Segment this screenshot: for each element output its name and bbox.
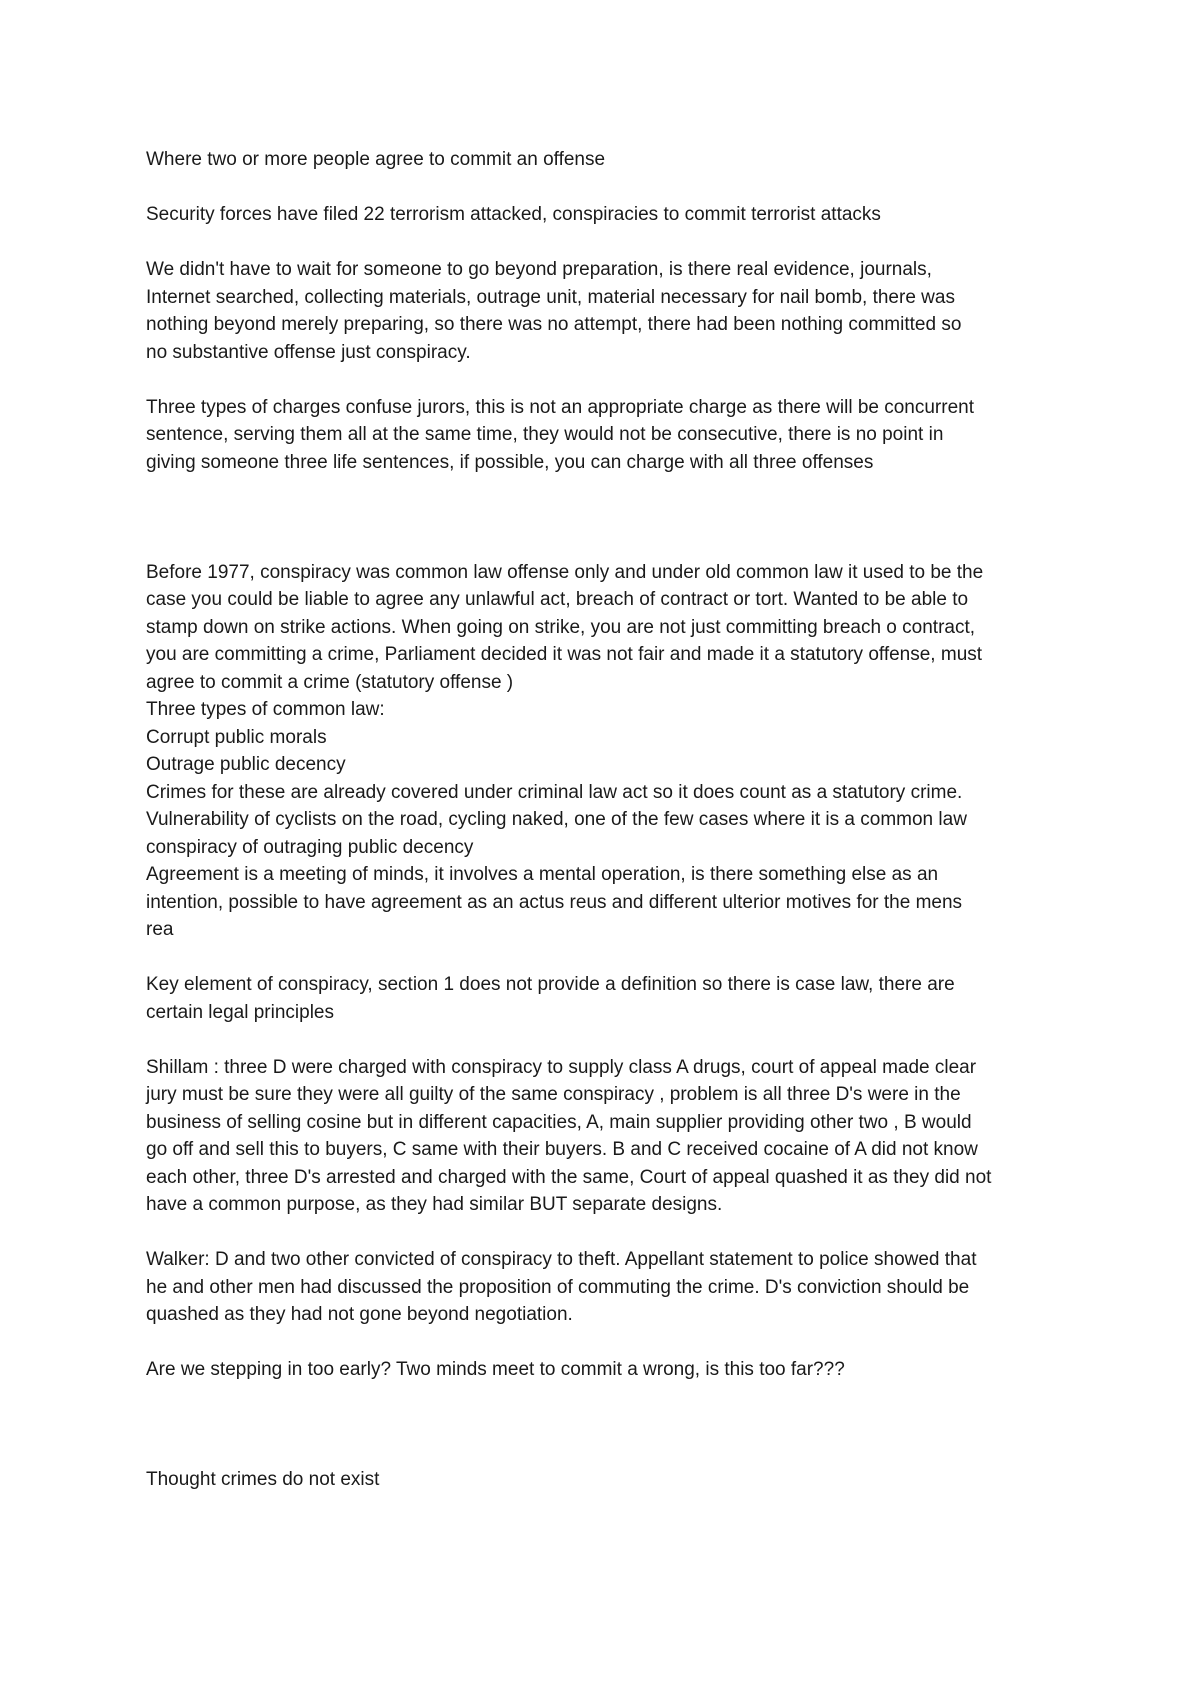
paragraph-key-element <box>146 971 1076 1026</box>
text-line: Shillam : three D were charged with conspiracy to supply class A drugs, court of appeal made clear <box>146 1056 977 1078</box>
paragraph-history <box>146 559 1076 944</box>
text-line: certain legal principles <box>146 1001 334 1023</box>
text-line: giving someone three life sentences, if possible, you can charge with all three offenses <box>146 451 874 473</box>
text-line: go off and sell this to buyers, C same with their buyers. B and C received cocaine of A did not know <box>146 1139 978 1160</box>
text-line: agree to commit a crime (statutory offense ) <box>146 671 514 693</box>
text-line: Are we stepping in too early? Two minds meet to commit a wrong, is this too far??? <box>146 1359 845 1380</box>
text-line: Crimes for these are already covered under criminal law act so it does count as a statutory crime. <box>146 781 963 803</box>
text-line: Before 1977, conspiracy was common law offense only and under old common law it used to be the <box>146 561 984 583</box>
text-line: case you could be liable to agree any unlawful act, breach of contract or tort. Wanted to be able to <box>146 589 969 610</box>
text-line: Three types of common law: <box>146 699 385 720</box>
text-line: Where two or more people agree to commit an offense <box>146 149 606 170</box>
paragraph-question <box>146 1356 1076 1384</box>
paragraph-walker <box>146 1246 1076 1329</box>
text-line: stamp down on strike actions. When going on strike, you are not just committing breach o contract, <box>146 616 976 638</box>
text-line: Agreement is a meeting of minds, it involves a mental operation, is there something else as an <box>146 864 939 885</box>
text-line: Vulnerability of cyclists on the road, cycling naked, one of the few cases where it is a common law <box>146 809 967 830</box>
text-line: quashed as they had not gone beyond negotiation. <box>146 1304 573 1325</box>
text-line: jury must be sure they were all guilty of the same conspiracy , problem is all three D's were in the <box>146 1084 961 1105</box>
text-line: Walker: D and two other convicted of conspiracy to theft. Appellant statement to police showed that <box>146 1249 977 1270</box>
text-line: Three types of charges confuse jurors, this is not an appropriate charge as there will be concurrent <box>146 396 974 418</box>
text-line: intention, possible to have agreement as an actus reus and different ulterior motives for the mens <box>146 891 963 913</box>
text-line: you are committing a crime, Parliament decided it was not fair and made it a statutory offense, must <box>146 644 983 665</box>
document-body <box>146 146 1076 1494</box>
text-line: no substantive offense just conspiracy. <box>146 341 471 363</box>
paragraph-security-forces <box>146 201 1076 229</box>
text-line: have a common purpose, as they had similar BUT separate designs. <box>146 1194 723 1215</box>
paragraph-definition <box>146 146 1076 174</box>
text-line: Security forces have filed 22 terrorism attacked, conspiracies to commit terrorist attacks <box>146 204 881 225</box>
paragraph-thought-crimes <box>146 1466 1076 1494</box>
text-line: Internet searched, collecting materials, outrage unit, material necessary for nail bomb, there was <box>146 286 955 308</box>
text-line: nothing beyond merely preparing, so there was no attempt, there had been nothing committed so <box>146 314 962 335</box>
paragraph-preparation <box>146 256 1076 366</box>
text-line: conspiracy of outraging public decency <box>146 836 474 858</box>
text-line: Corrupt public morals <box>146 726 327 748</box>
text-line: rea <box>146 919 174 940</box>
text-line: sentence, serving them all at the same time, they would not be consecutive, there is no point in <box>146 424 944 445</box>
text-line: Thought crimes do not exist <box>146 1469 380 1490</box>
text-line: business of selling cosine but in different capacities, A, main supplier providing other two , B would <box>146 1111 972 1133</box>
text-line: Key element of conspiracy, section 1 does not provide a definition so there is case law, there are <box>146 974 955 995</box>
text-line: each other, three D's arrested and charged with the same, Court of appeal quashed it as they did not <box>146 1166 992 1188</box>
text-line: We didn't have to wait for someone to go beyond preparation, is there real evidence, journals, <box>146 259 932 280</box>
paragraph-shillam <box>146 1054 1076 1219</box>
text-line: Outrage public decency <box>146 754 346 775</box>
text-line: he and other men had discussed the proposition of commuting the crime. D's conviction should be <box>146 1276 970 1298</box>
paragraph-charges <box>146 394 1076 477</box>
